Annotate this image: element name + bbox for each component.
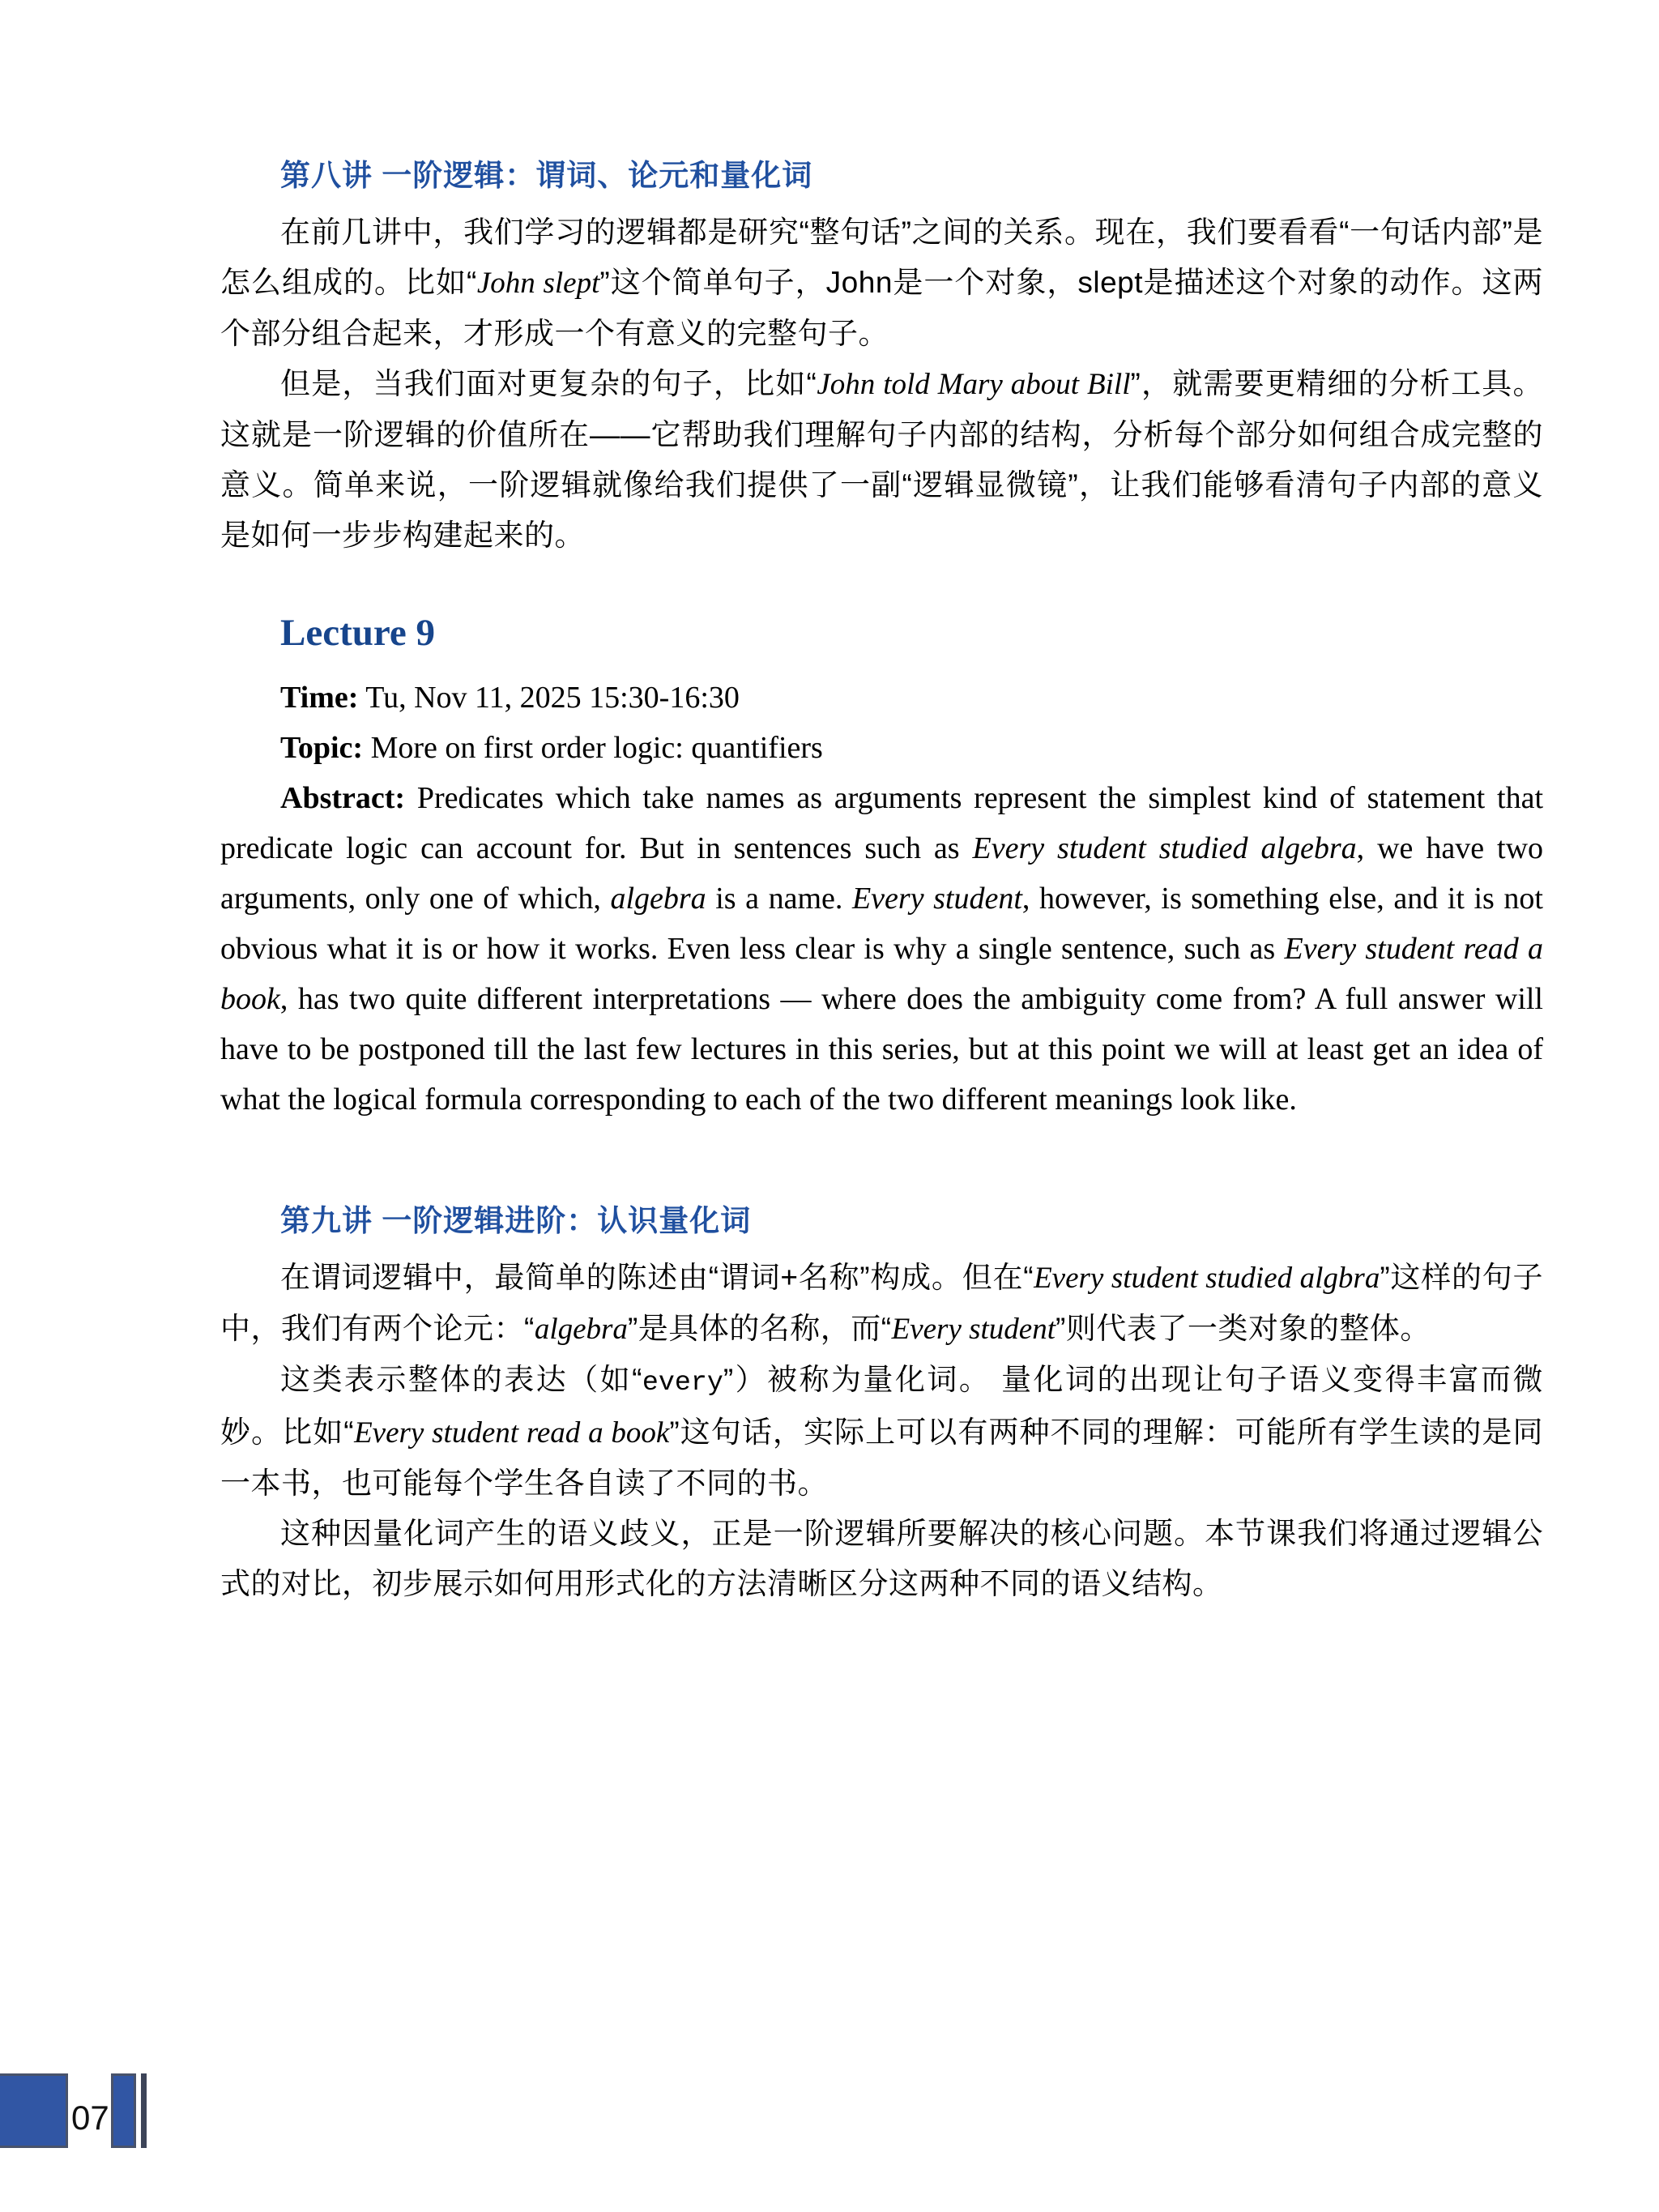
- footer-accent-square: [0, 2073, 68, 2148]
- section-lecture9-announcement: [220, 611, 1543, 1125]
- lecture-abstract: Abstract: Predicates which take names as arguments represent the simplest kind of statement that predicate logic can account for. But in sentences such as Every student studied algebra, we have two arguments, only one of which, algebra is a name. Every student, however, is something else, and it is not obvious what it is or how it works. Even less clear is why a single sentence, such as Every student read a book, has two quite different interpretations — where does the ambiguity come from? A full answer will have to be postponed till the last few lectures in this series, but at this point we will at least get an idea of what the logical formula corresponding to each of the two different meanings look like.: [220, 781, 1544, 1117]
- footer-accent-bar: [111, 2073, 136, 2148]
- section8-heading: 第八讲 一阶逻辑：谓词、论元和量化词: [280, 159, 813, 192]
- section9-heading: 第九讲 一阶逻辑进阶：认识量化词: [280, 1204, 752, 1237]
- section8-paragraph-1: 在前几讲中，我们学习的逻辑都是研究“整句话”之间的关系。现在，我们要看看“一句话内部”是怎么组成的。比如“John slept”这个简单句子，John是一个对象，slept是描述这个对象的动作。这两个部分组合起来，才形成一个有意义的完整句子。: [220, 216, 1544, 350]
- section9-paragraph-2: 这类表示整体的表达（如“every”）被称为量化词。 量化词的出现让句子语义变得丰富而微妙。比如“Every student read a book”这句话，实际上可以有两种不同的理解：可能所有学生读的是同一本书，也可能每个学生各自读了不同的书。: [220, 1363, 1543, 1500]
- section9-paragraph-3: 这种因量化词产生的语义歧义，正是一阶逻辑所要解决的核心问题。本节课我们将通过逻辑公式的对比，初步展示如何用形式化的方法清晰区分这两种不同的语义结构。: [220, 1517, 1543, 1600]
- lecture-topic-line: Topic: More on first order logic: quantifiers: [280, 731, 823, 765]
- lecture-title: Lecture 9: [280, 612, 435, 654]
- lecture-time-line: Time: Tu, Nov 11, 2025 15:30-16:30: [280, 681, 740, 715]
- footer-accent-line: [141, 2073, 147, 2148]
- section9-paragraph-1: 在谓词逻辑中，最简单的陈述由“谓词+名称”构成。但在“Every student studied algbra”这样的句子中，我们有两个论元：“algebra”是具体的名称，而“Every student”则代表了一类对象的整体。: [220, 1261, 1543, 1346]
- section-lecture9-chinese: [220, 1196, 1543, 1609]
- section-lecture8: [220, 151, 1543, 561]
- page-number: 07: [71, 2099, 109, 2137]
- page-content: [220, 151, 1543, 1609]
- section8-paragraph-2: 但是，当我们面对更复杂的句子，比如“John told Mary about Bill”，就需要更精细的分析工具。这就是一阶逻辑的价值所在——它帮助我们理解句子内部的结构，分析每个部分如何组合成完整的意义。简单来说，一阶逻辑就像给我们提供了一副“逻辑显微镜”，让我们能够看清句子内部的意义是如何一步步构建起来的。: [220, 367, 1543, 552]
